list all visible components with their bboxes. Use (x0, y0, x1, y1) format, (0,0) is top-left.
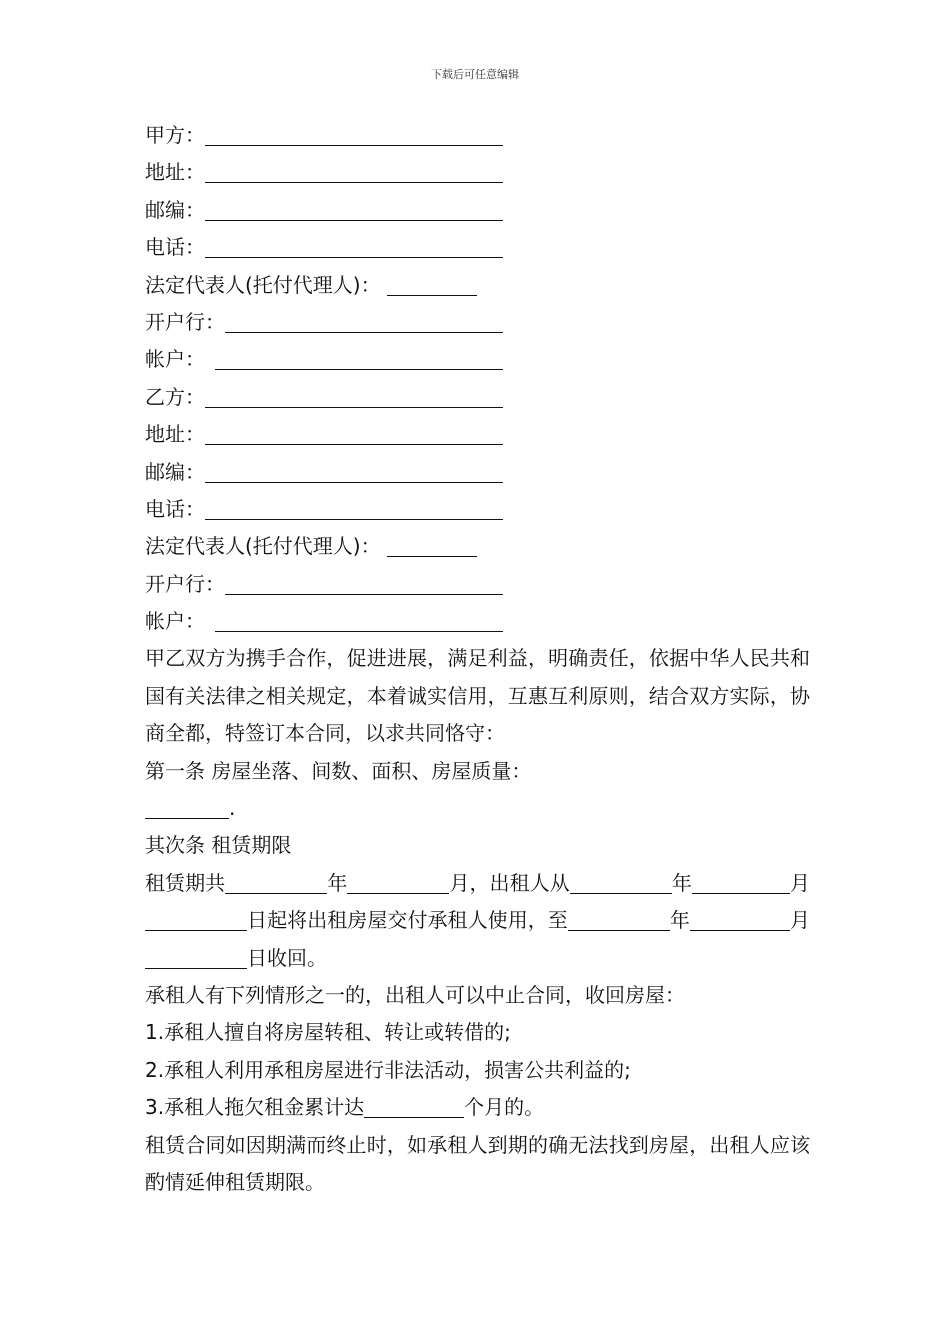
termination-item-3 (145, 1089, 810, 1126)
start-month-field[interactable] (692, 871, 780, 894)
start-month-field-continued[interactable] (780, 871, 790, 894)
expiry-paragraph: 租赁合同如因期满而终止时，如承租人到期的确无法找到房屋，出租人应该酌情延伸租赁期限。 (145, 1132, 810, 1195)
party-a-name-label: 甲方： (145, 123, 205, 147)
lease-term-text-6: 日起将出租房屋交付承租人使用，至 (247, 908, 568, 933)
lease-term-text-5: 月 (789, 870, 810, 895)
lease-term-text-2: 年 (327, 870, 348, 895)
lease-months-field[interactable] (347, 871, 449, 894)
party-a-phone-row (145, 229, 810, 266)
lease-term-text-8: 月 (789, 908, 811, 933)
party-b-phone-label: 电话： (145, 496, 205, 521)
end-day-field[interactable] (145, 946, 247, 969)
party-a-postcode-label: 邮编： (145, 197, 205, 222)
start-day-field[interactable] (145, 908, 247, 931)
party-b-rep-row (145, 528, 810, 565)
party-b-address-field[interactable] (205, 422, 503, 445)
contract-body (145, 117, 810, 1201)
party-a-account-label: 帐户： (145, 347, 205, 372)
article-2-title: 其次条 租赁期限 (145, 833, 292, 858)
party-b-phone-row (145, 491, 810, 528)
article-1-end-mark: . (229, 796, 236, 821)
party-a-account-field[interactable] (215, 347, 503, 370)
party-a-postcode-field[interactable] (205, 198, 503, 221)
termination-item-3-post: 个月的。 (464, 1095, 545, 1120)
party-b-rep-field[interactable] (387, 534, 477, 557)
article-1-field[interactable] (145, 796, 229, 819)
party-b-account-label: 帐户： (145, 609, 205, 634)
party-a-address-row (145, 154, 810, 191)
party-a-bank-field[interactable] (225, 310, 503, 333)
end-year-field[interactable] (568, 908, 670, 931)
party-b-address-label: 地址： (145, 422, 205, 447)
party-b-postcode-row (145, 454, 810, 491)
termination-item-2: 2.承租人利用承租房屋进行非法活动，损害公共利益的; (145, 1057, 631, 1082)
party-b-account-field[interactable] (215, 609, 503, 632)
party-b-postcode-field[interactable] (205, 460, 503, 483)
lease-term-paragraph (145, 865, 810, 977)
party-b-postcode-label: 邮编： (145, 459, 205, 484)
lease-term-text-4: 年 (671, 870, 692, 895)
party-b-phone-field[interactable] (205, 497, 503, 520)
lease-years-field[interactable] (225, 871, 327, 894)
party-a-rep-label: 法定代表人(托付代理人)： (145, 272, 381, 297)
party-a-bank-label: 开户行： (145, 309, 225, 334)
lease-term-text-3: 月，出租人从 (449, 870, 570, 895)
intro-paragraph: 甲乙双方为携手合作，促进进展，满足利益，明确责任，依据中华人民共和国有关法律之相关规定，本着诚实信用，互惠互利原则，结合双方实际，协商全都，特签订本合同，以求共同恪守： (145, 646, 810, 746)
termination-item-3-pre: 3.承租人拖欠租金累计达 (145, 1095, 365, 1120)
party-a-name-field[interactable] (205, 123, 503, 146)
party-a-rep-field[interactable] (387, 273, 477, 296)
party-a-rep-row (145, 267, 810, 304)
party-b-address-row (145, 416, 810, 453)
party-b-rep-label: 法定代表人(托付代理人)： (145, 534, 381, 559)
party-a-name-row (145, 117, 810, 154)
party-b-bank-row (145, 566, 810, 603)
party-a-address-field[interactable] (205, 160, 503, 183)
party-a-postcode-row (145, 192, 810, 229)
end-month-field-continued[interactable] (734, 908, 790, 931)
end-month-field[interactable] (690, 908, 734, 931)
party-a-phone-field[interactable] (205, 235, 503, 258)
party-a-bank-row (145, 304, 810, 341)
article-1-blank-row (145, 790, 810, 827)
termination-intro: 承租人有下列情形之一的，出租人可以中止合同，收回房屋： (145, 983, 685, 1008)
start-year-field[interactable] (570, 871, 672, 894)
party-a-address-label: 地址： (145, 160, 205, 185)
page-header: 下载后可任意编辑 (431, 68, 519, 81)
party-b-name-label: 乙方： (145, 384, 205, 409)
article-1-title: 第一条 房屋坐落、间数、面积、房屋质量： (145, 758, 532, 783)
party-a-phone-label: 电话： (145, 235, 205, 260)
party-b-name-field[interactable] (205, 385, 503, 408)
party-b-bank-label: 开户行： (145, 571, 225, 596)
party-b-bank-field[interactable] (225, 572, 503, 595)
lease-term-text-9: 日收回。 (247, 945, 327, 970)
party-b-account-row (145, 603, 810, 640)
termination-item-1: 1.承租人擅自将房屋转租、转让或转借的; (145, 1020, 511, 1045)
lease-term-text-7: 年 (669, 908, 690, 933)
party-b-name-row (145, 379, 810, 416)
arrears-months-field[interactable] (364, 1095, 464, 1118)
party-a-account-row (145, 341, 810, 378)
lease-term-text-1: 租赁期共 (145, 870, 226, 895)
